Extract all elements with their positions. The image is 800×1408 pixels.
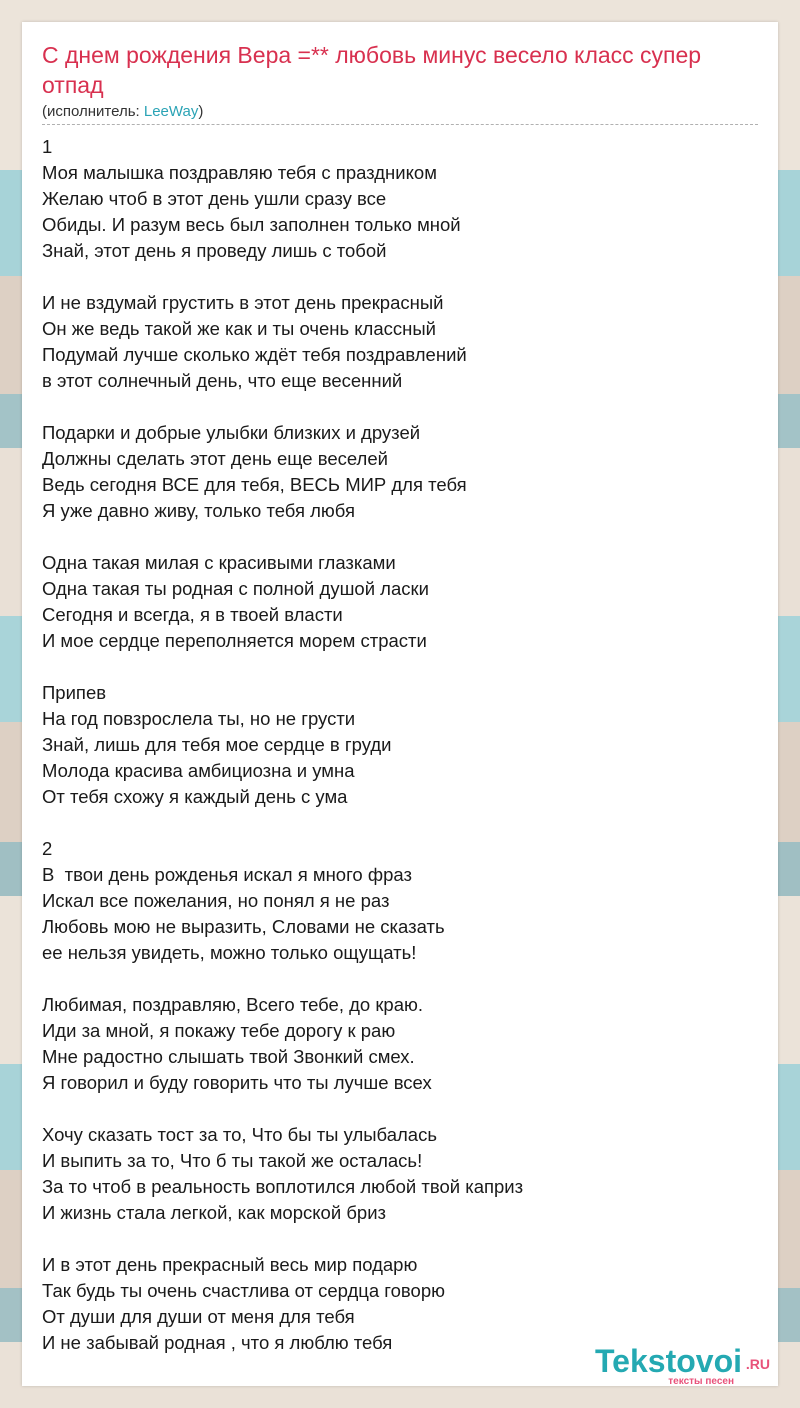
artist-suffix: )	[198, 103, 204, 120]
site-logo[interactable]	[570, 1342, 770, 1390]
artist-byline	[42, 102, 203, 122]
logo-tagline: тексты песен	[668, 1376, 734, 1387]
logo-name: Tekstovoi	[595, 1343, 742, 1379]
logo-tld: .RU	[745, 1356, 770, 1372]
artist-link[interactable]: LeeWay	[143, 103, 199, 120]
lyrics-card	[22, 22, 778, 1386]
artist-prefix: (исполнитель:	[42, 103, 144, 120]
song-title: С днем рождения Вера =** любовь минус весело класс супер отпад	[42, 42, 702, 98]
dashed-divider	[42, 124, 758, 125]
lyrics-text: 1 Моя малышка поздравляю тебя с праздником Желаю чтоб в этот день ушли сразу все Обиды. И разум весь был заполнен только мной Знай, этот день я проведу лишь с тобой И не вздумай грустить в этот день прекрасный Он же ведь такой же как и ты очень классный Подумай лучше сколько ждёт тебя поздравлений в этот солнечный день, что еще весенний Подарки и добрые улыбки близких и друзей Должны сделать этот день еще веселей Ведь сегодня ВСЕ для тебя, ВЕСЬ МИР для тебя Я уже давно живу, только тебя любя Одна такая милая с красивыми глазками Одна такая ты родная с полной душой ласки Сегодня и всегда, я в твоей власти И мое сердце переполняется морем страсти Припев На год повзрослела ты, но не грусти Знай, лишь для тебя мое сердце в груди Молода красива амбициозна и умна От тебя схожу я каждый день с ума 2 В твои день рожденья искал я много фраз Искал все пожелания, но понял я не раз Любовь мою не выразить, Словами не сказать ее нельзя увидеть, можно только ощущать! Любимая, поздравляю, Всего тебе, до краю. Иди за мной, я покажу тебе дорогу к раю Мне радостно слышать твой Звонкий смех. Я говорил и буду говорить что ты лучше всех Хочу сказать тост за то, Что бы ты улыбалась И выпить за то, Что б ты такой же осталась! За то чтоб в реальность воплотился любой твой каприз И жизнь стала легкой, как морской бриз И в этот день прекрасный весь мир подарю Так будь ты очень счастлива от сердца говорю От души для души от меня для тебя И не забывай родная , что я люблю тебя	[42, 136, 524, 1353]
